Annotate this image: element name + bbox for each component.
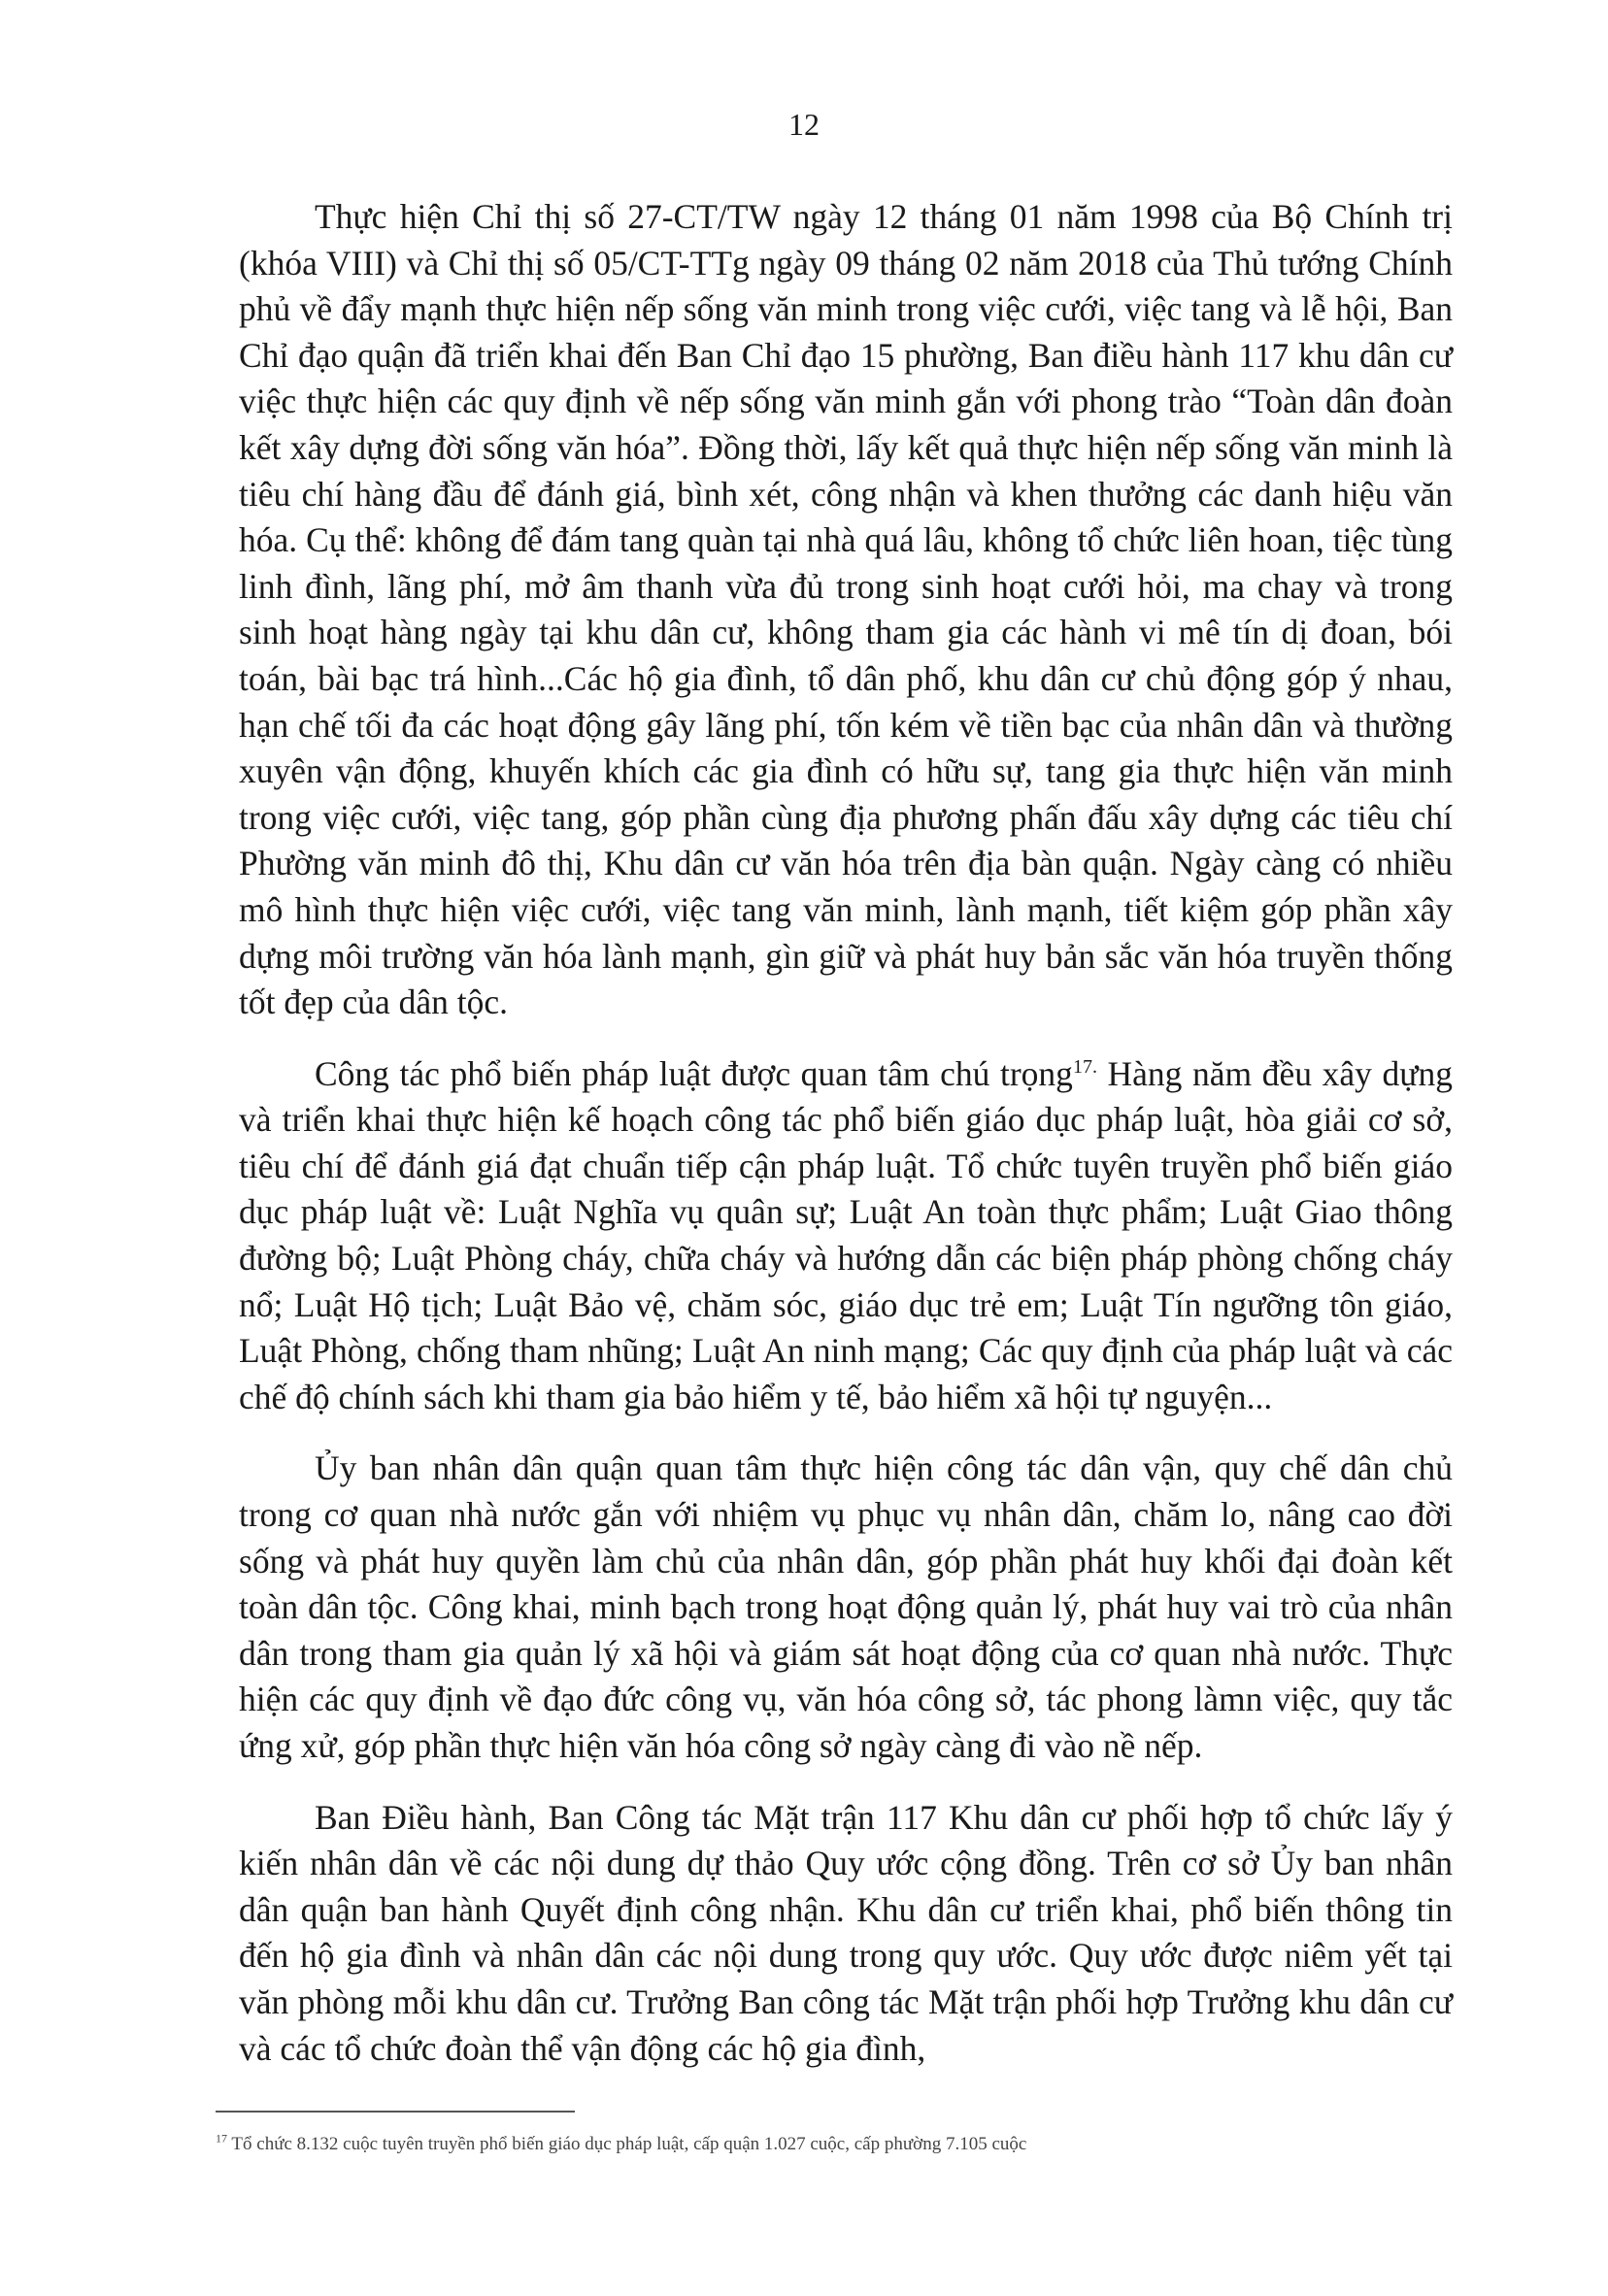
footnote-text: Tổ chức 8.132 cuộc tuyên truyền phổ biến giáo dục pháp luật, cấp quận 1.027 cuộc, cấp phường 7.105 cuộc bbox=[227, 2134, 1027, 2154]
paragraph-4: Ban Điều hành, Ban Công tác Mặt trận 117 Khu dân cư phối hợp tổ chức lấy ý kiến nhân dân về các nội dung dự thảo Quy ước cộng đồng. Trên cơ sở Ủy ban nhân dân quận ban hành Quyết định công nhận. Khu dân cư triển khai, phổ biến thông tin đến hộ gia đình và nhân dân các nội dung trong quy ước. Quy ước được niêm yết tại văn phòng mỗi khu dân cư. Trưởng Ban công tác Mặt trận phối hợp Trưởng khu dân cư và các tổ chức đoàn thể vận động các hộ gia đình, bbox=[239, 1797, 1453, 2068]
paragraph-1: Thực hiện Chỉ thị số 27-CT/TW ngày 12 tháng 01 năm 1998 của Bộ Chính trị (khóa VIII) và Chỉ thị số 05/CT-TTg ngày 09 tháng 02 năm 2018 của Thủ tướng Chính phủ về đẩy mạnh thực hiện nếp sống văn minh trong việc cưới, việc tang và lễ hội, Ban Chỉ đạo quận đã triển khai đến Ban Chỉ đạo 15 phường, Ban điều hành 117 khu dân cư việc thực hiện các quy định về nếp sống văn minh gắn với phong trào “Toàn dân đoàn kết xây dựng đời sống văn hóa”. Đồng thời, lấy kết quả thực hiện nếp sống văn minh là tiêu chí hàng đầu để đánh giá, bình xét, công nhận và khen thưởng các danh hiệu văn hóa. Cụ thể: không để đám tang quàn tại nhà quá lâu, không tổ chức liên hoan, tiệc tùng linh đình, lãng phí, mở âm thanh vừa đủ trong sinh hoạt cưới hỏi, ma chay và trong sinh hoạt hàng ngày tại khu dân cư, không tham gia các hành vi mê tín dị đoan, bói toán, bài bạc trá hình...Các hộ gia đình, tổ dân phố, khu dân cư chủ động góp ý nhau, hạn chế tối đa các hoạt động gây lãng phí, tốn kém về tiền bạc của nhân dân và thường xuyên vận động, khuyến khích các gia đình có hữu sự, tang gia thực hiện văn minh trong việc cưới, việc tang, góp phần cùng địa phương phấn đấu xây dựng các tiêu chí Phường văn minh đô thị, Khu dân cư văn hóa trên địa bàn quận. Ngày càng có nhiều mô hình thực hiện việc cưới, việc tang văn minh, lành mạnh, tiết kiệm góp phần xây dựng môi trường văn hóa lành mạnh, gìn giữ và phát huy bản sắc văn hóa truyền thống tốt đẹp của dân tộc. bbox=[239, 197, 1453, 1022]
paragraph-2 bbox=[239, 1051, 1453, 1421]
body-text bbox=[239, 194, 1453, 2097]
footnote-divider bbox=[216, 2111, 575, 2113]
paragraph-2-text-before-note: Công tác phổ biến pháp luật được quan tâm chú trọng bbox=[315, 1053, 1073, 1093]
footnote-reference[interactable]: 17. bbox=[1072, 1055, 1097, 1078]
footnote-mark: 17 bbox=[216, 2131, 227, 2146]
page-number: 12 bbox=[788, 107, 820, 142]
footnote bbox=[216, 2132, 1381, 2157]
paragraph-2-text-after-note: Hàng năm đều xây dựng và triển khai thực hiện kế hoạch công tác phổ biến giáo dục pháp luật, hòa giải cơ sở, tiêu chí để đánh giá đạt chuẩn tiếp cận pháp luật. Tổ chức tuyên truyền phổ biến giáo dục pháp luật về: Luật Nghĩa vụ quân sự; Luật An toàn thực phẩm; Luật Giao thông đường bộ; Luật Phòng cháy, chữa cháy và hướng dẫn các biện pháp phòng chống cháy nổ; Luật Hộ tịch; Luật Bảo vệ, chăm sóc, giáo dục trẻ em; Luật Tín ngưỡng tôn giáo, Luật Phòng, chống tham nhũng; Luật An ninh mạng; Các quy định của pháp luật và các chế độ chính sách khi tham gia bảo hiểm y tế, bảo hiểm xã hội tự nguyện... bbox=[239, 1053, 1453, 1416]
paragraph-3: Ủy ban nhân dân quận quan tâm thực hiện công tác dân vận, quy chế dân chủ trong cơ quan nhà nước gắn với nhiệm vụ phục vụ nhân dân, chăm lo, nâng cao đời sống và phát huy quyền làm chủ của nhân dân, góp phần phát huy khối đại đoàn kết toàn dân tộc. Công khai, minh bạch trong hoạt động quản lý, phát huy vai trò của nhân dân trong tham gia quản lý xã hội và giám sát hoạt động của cơ quan nhà nước. Thực hiện các quy định về đạo đức công vụ, văn hóa công sở, tác phong làmn việc, quy tắc ứng xử, góp phần thực hiện văn hóa công sở ngày càng đi vào nề nếp. bbox=[239, 1448, 1453, 1765]
